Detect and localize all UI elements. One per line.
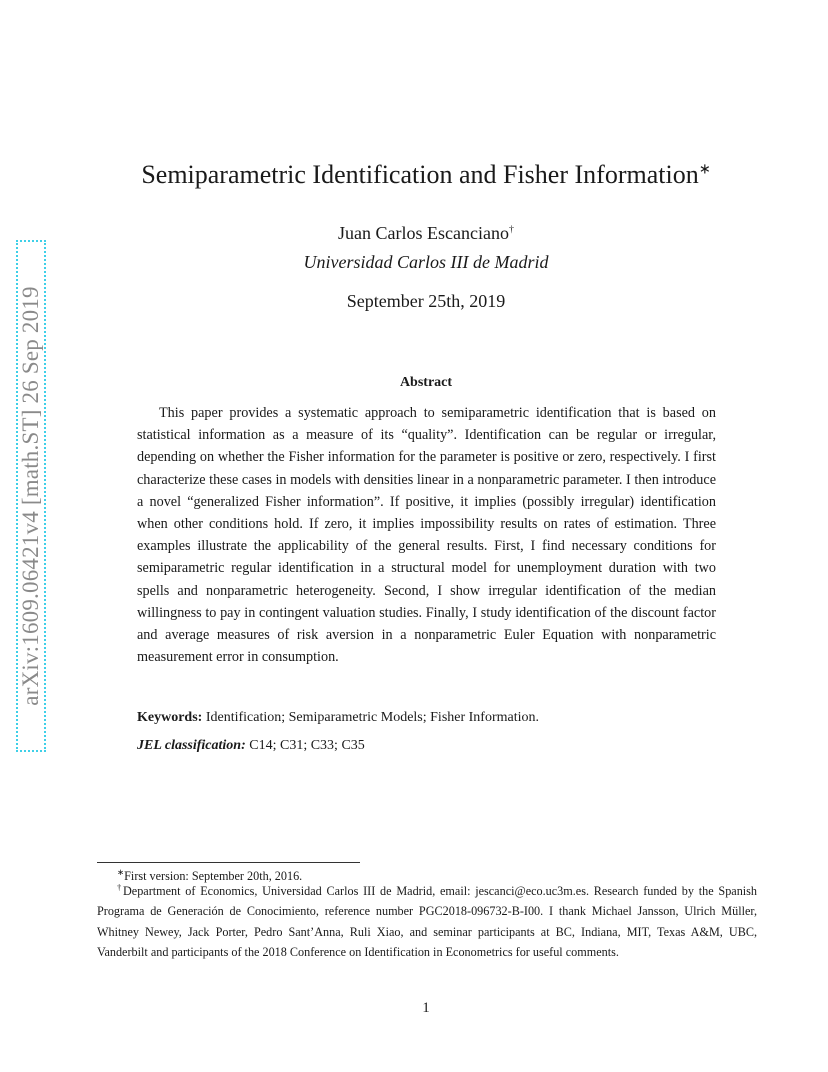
keywords-line — [137, 710, 716, 726]
footnote-1-text: First version: September 20th, 2016. — [124, 869, 303, 883]
keywords-text: Identification; Semiparametric Models; Fisher Information. — [205, 710, 540, 725]
keywords-label: Keywords: — [137, 710, 203, 725]
jel-line — [137, 738, 716, 754]
abstract-heading: Abstract — [399, 375, 453, 390]
footnote-2 — [97, 881, 757, 962]
author-name: Juan Carlos Escanciano — [338, 223, 509, 243]
arxiv-stamp — [16, 240, 46, 752]
title-footnote-mark: ∗ — [698, 161, 711, 178]
title-text: Semiparametric Identification and Fisher Information — [141, 160, 699, 189]
footnote-rule — [97, 862, 360, 863]
author-line — [90, 223, 762, 244]
abstract-body: This paper provides a systematic approach to semiparametric identification that is based on statistical information as a measure of its “quality”. Identification can be regular or irregular, depending on whether the Fisher information for the parameter is positive or zero, respectively. I first characterize these cases in models with densities linear in a nonparametric parameter. I then introduce a novel “generalized Fisher information”. If positive, it implies (possibly irregular) identification when other conditions hold. If zero, it implies impossibility results on rates of estimation. Three examples illustrate the applicability of the general results. First, I find necessary conditions for semiparametric regular identification in a structural model for unemployment duration with two spells and nonparametric heterogeneity. Second, I show irregular identification of the median willingness to pay in contingent valuation studies. Finally, I study identification of the discount factor and average measures of risk aversion in a nonparametric Euler Equation with nonparametric measurement error in consumption. — [137, 405, 716, 666]
jel-label: JEL classification: — [137, 738, 246, 753]
author-footnote-mark: † — [509, 224, 514, 235]
paper-date: September 25th, 2019 — [346, 291, 506, 311]
arxiv-identifier: arXiv:1609.06421v4 [math.ST] 26 Sep 2019 — [18, 286, 43, 706]
footnote-2-text: Department of Economics, Universidad Carlos III de Madrid, email: jescanci@eco.uc3m.es. Research funded by the Spanish Programa de Generación de Conocimiento, reference number PGC2018-096732-B-I00. I thank Michael Jansson, Ulrich Müller, Whitney Newey, Jack Porter, Pedro Sant’Anna, Ruli Xiao, and seminar participants at BC, Indiana, MIT, Texas A&M, UBC, Vanderbilt and participants of the 2018 Conference on Identification in Econometrics for useful comments. — [97, 884, 758, 959]
paper-title — [90, 160, 762, 190]
footnote-1-mark: ∗ — [117, 866, 125, 877]
affiliation: Universidad Carlos III de Madrid — [303, 252, 549, 272]
page-number: 1 — [422, 1000, 430, 1016]
footnote-2-mark: † — [117, 881, 123, 892]
jel-text: C14; C31; C33; C35 — [249, 738, 365, 753]
